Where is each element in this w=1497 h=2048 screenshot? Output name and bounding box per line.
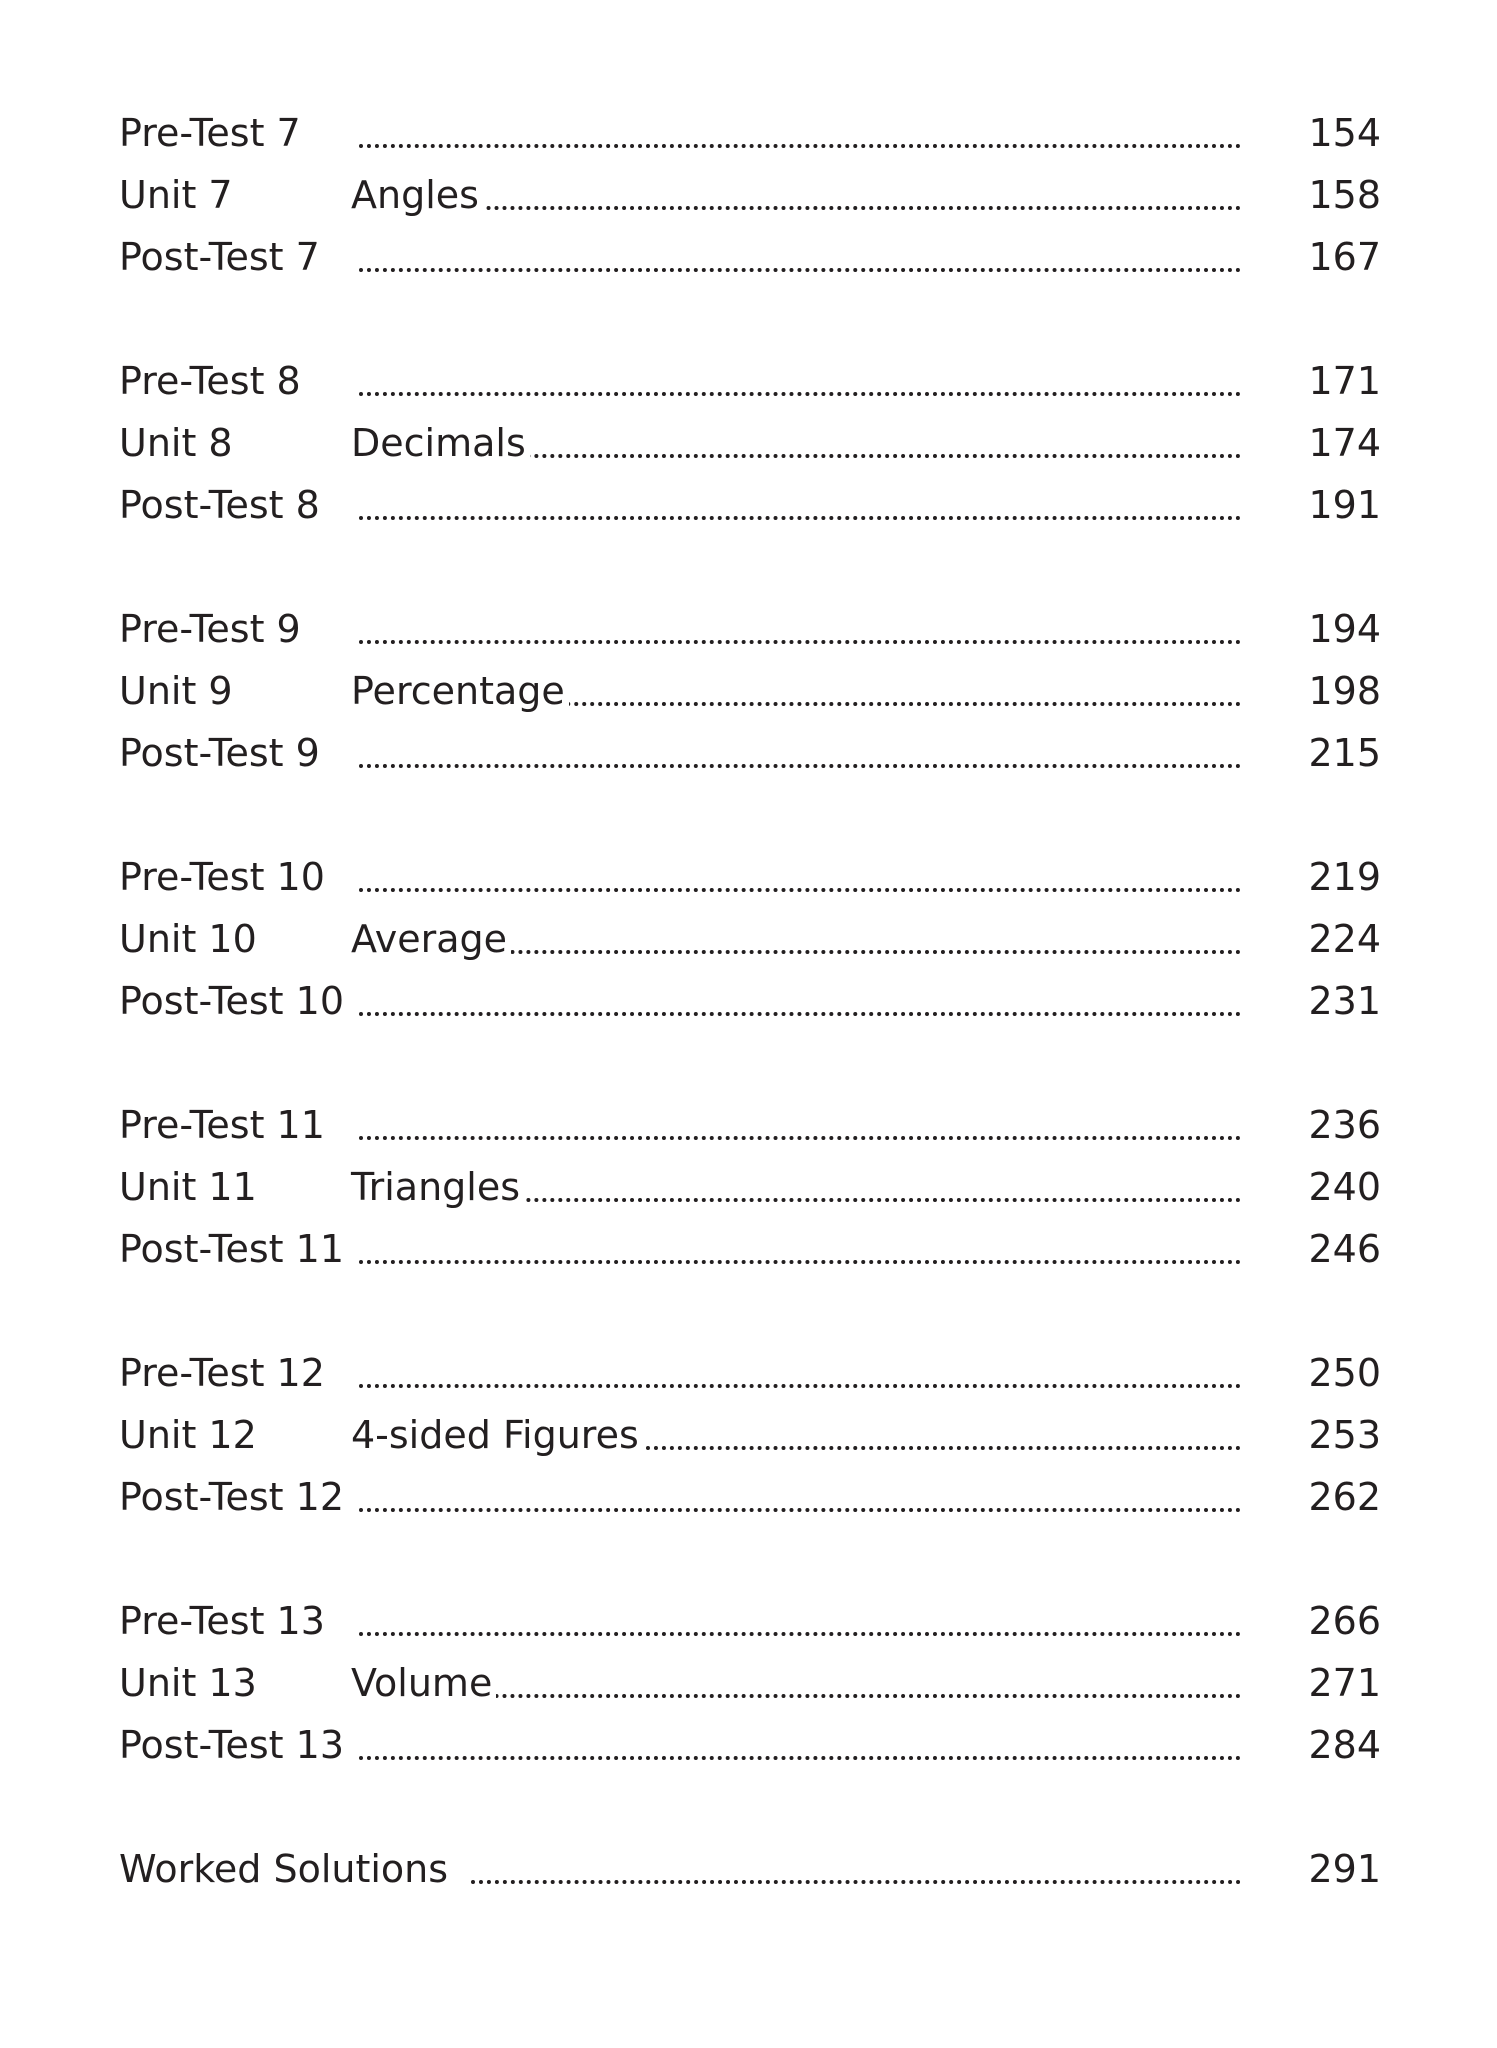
dot-leader — [359, 206, 1241, 210]
page-number: 284 — [1308, 1723, 1381, 1767]
dot-leader — [471, 1880, 1241, 1884]
entry-title: Volume — [351, 1652, 496, 1714]
page-number: 215 — [1308, 731, 1381, 775]
dot-leader — [359, 392, 1241, 396]
page-number: 219 — [1308, 855, 1381, 899]
dot-leader — [359, 888, 1241, 892]
page-number: 191 — [1308, 483, 1381, 527]
toc-group-7 — [119, 102, 1381, 288]
dot-leader — [359, 1632, 1241, 1636]
entry-label: Pre-Test 11 — [119, 1103, 325, 1147]
page-number: 262 — [1308, 1475, 1381, 1519]
entry-label: Post-Test 8 — [119, 483, 320, 527]
page-number: 291 — [1308, 1847, 1381, 1891]
entry-label: Unit 7 — [119, 173, 233, 217]
entry-label: Pre-Test 13 — [119, 1599, 325, 1643]
toc-entry-unit-8[interactable] — [119, 412, 1381, 474]
page-number: 236 — [1308, 1103, 1381, 1147]
toc-entry-unit-11[interactable] — [119, 1156, 1381, 1218]
page-number: 231 — [1308, 979, 1381, 1023]
dot-leader — [359, 144, 1241, 148]
entry-title: 4-sided Figures — [351, 1404, 643, 1466]
toc-entry-unit-13[interactable] — [119, 1652, 1381, 1714]
table-of-contents — [119, 102, 1381, 1962]
entry-title: Triangles — [351, 1156, 524, 1218]
dot-leader — [359, 1508, 1241, 1512]
entry-title: Percentage — [351, 660, 569, 722]
toc-group-10 — [119, 846, 1381, 1032]
page-number: 158 — [1308, 173, 1381, 217]
page-number: 224 — [1308, 917, 1381, 961]
page-number: 167 — [1308, 235, 1381, 279]
entry-title: Angles — [351, 164, 483, 226]
entry-label: Pre-Test 8 — [119, 359, 301, 403]
toc-entry-post-test-7[interactable] — [119, 226, 1381, 288]
entry-label: Unit 13 — [119, 1661, 257, 1705]
entry-label: Post-Test 11 — [119, 1227, 344, 1271]
toc-group-13 — [119, 1590, 1381, 1776]
entry-label: Worked Solutions — [119, 1847, 449, 1891]
entry-title: Average — [351, 908, 511, 970]
dot-leader — [359, 1384, 1241, 1388]
toc-entry-unit-12[interactable] — [119, 1404, 1381, 1466]
dot-leader — [359, 640, 1241, 644]
page-number: 250 — [1308, 1351, 1381, 1395]
entry-label: Post-Test 9 — [119, 731, 320, 775]
dot-leader — [359, 764, 1241, 768]
entry-label: Unit 12 — [119, 1413, 257, 1457]
toc-group-11 — [119, 1094, 1381, 1280]
page-number: 171 — [1308, 359, 1381, 403]
page-number: 194 — [1308, 607, 1381, 651]
entry-title: Decimals — [351, 412, 530, 474]
dot-leader — [359, 1756, 1241, 1760]
toc-entry-worked-solutions[interactable] — [119, 1838, 1381, 1900]
toc-entry-pre-test-11[interactable] — [119, 1094, 1381, 1156]
page-number: 198 — [1308, 669, 1381, 713]
page-number: 174 — [1308, 421, 1381, 465]
toc-group-8 — [119, 350, 1381, 536]
toc-entry-pre-test-12[interactable] — [119, 1342, 1381, 1404]
toc-entry-post-test-12[interactable] — [119, 1466, 1381, 1528]
entry-label: Post-Test 12 — [119, 1475, 344, 1519]
entry-label: Unit 8 — [119, 421, 233, 465]
entry-label: Unit 9 — [119, 669, 233, 713]
toc-entry-post-test-9[interactable] — [119, 722, 1381, 784]
toc-entry-post-test-10[interactable] — [119, 970, 1381, 1032]
page-number: 271 — [1308, 1661, 1381, 1705]
entry-label: Pre-Test 9 — [119, 607, 301, 651]
dot-leader — [359, 1012, 1241, 1016]
toc-group-9 — [119, 598, 1381, 784]
page-number: 266 — [1308, 1599, 1381, 1643]
entry-label: Pre-Test 12 — [119, 1351, 325, 1395]
entry-label: Post-Test 10 — [119, 979, 344, 1023]
dot-leader — [359, 1260, 1241, 1264]
entry-label: Pre-Test 7 — [119, 111, 301, 155]
toc-entry-pre-test-13[interactable] — [119, 1590, 1381, 1652]
toc-entry-post-test-11[interactable] — [119, 1218, 1381, 1280]
page-number: 240 — [1308, 1165, 1381, 1209]
toc-entry-pre-test-8[interactable] — [119, 350, 1381, 412]
entry-label: Post-Test 13 — [119, 1723, 344, 1767]
dot-leader — [359, 268, 1241, 272]
toc-entry-post-test-13[interactable] — [119, 1714, 1381, 1776]
dot-leader — [359, 1136, 1241, 1140]
entry-label: Unit 10 — [119, 917, 257, 961]
toc-entry-pre-test-10[interactable] — [119, 846, 1381, 908]
entry-label: Unit 11 — [119, 1165, 257, 1209]
page-number: 246 — [1308, 1227, 1381, 1271]
toc-group-solutions — [119, 1838, 1381, 1900]
toc-entry-post-test-8[interactable] — [119, 474, 1381, 536]
entry-label: Post-Test 7 — [119, 235, 320, 279]
toc-entry-pre-test-7[interactable] — [119, 102, 1381, 164]
toc-entry-unit-10[interactable] — [119, 908, 1381, 970]
toc-group-12 — [119, 1342, 1381, 1528]
page-number: 253 — [1308, 1413, 1381, 1457]
dot-leader — [359, 516, 1241, 520]
toc-entry-unit-9[interactable] — [119, 660, 1381, 722]
entry-label: Pre-Test 10 — [119, 855, 325, 899]
page-number: 154 — [1308, 111, 1381, 155]
toc-entry-unit-7[interactable] — [119, 164, 1381, 226]
toc-entry-pre-test-9[interactable] — [119, 598, 1381, 660]
